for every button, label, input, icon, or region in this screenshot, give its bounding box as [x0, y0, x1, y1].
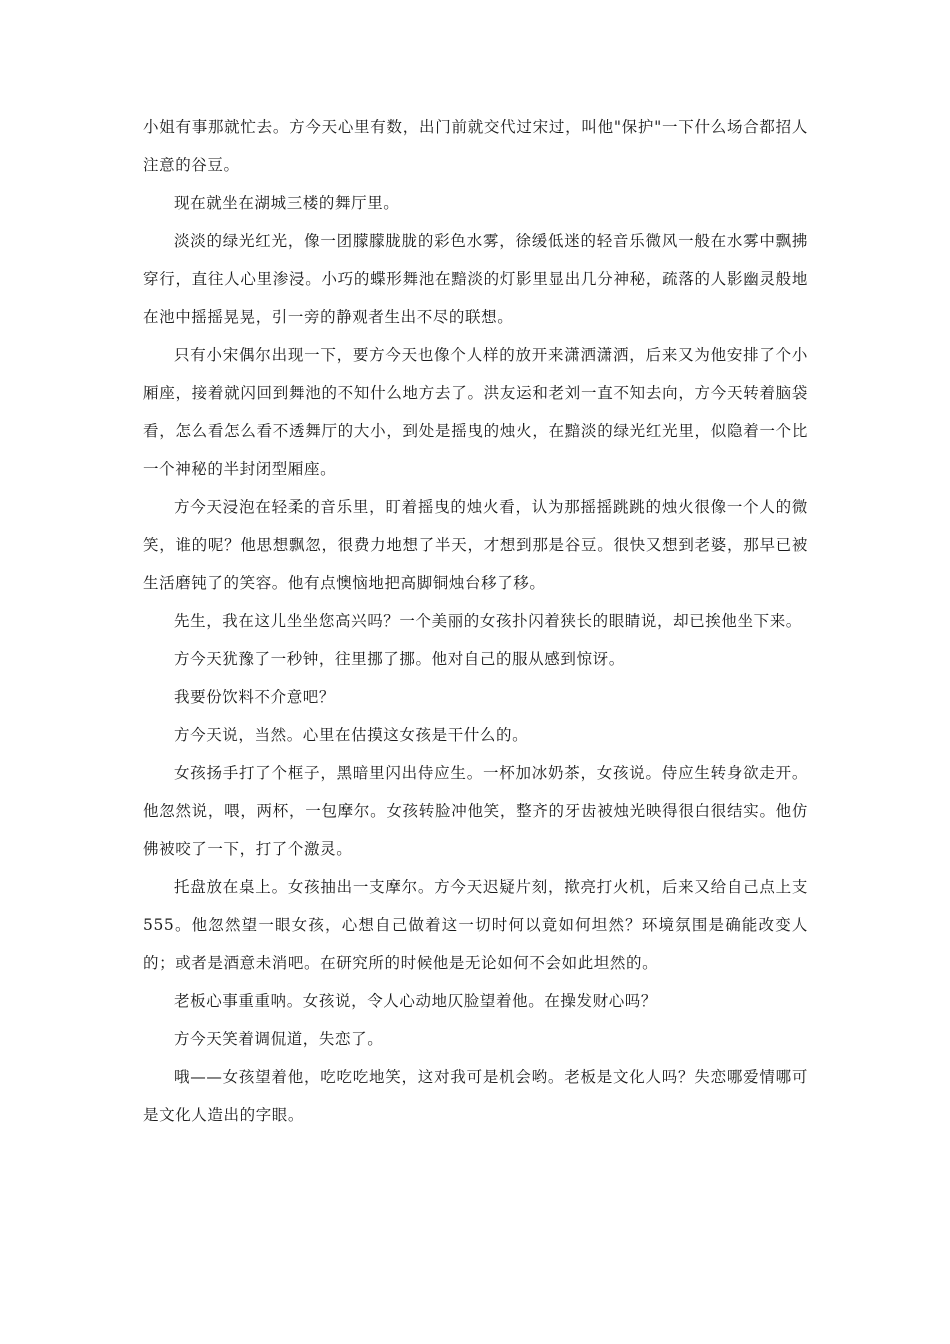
paragraph: 托盘放在桌上。女孩抽出一支摩尔。方今天迟疑片刻，揿亮打火机，后来又给自己点上支555。他忽然望一眼女孩，心想自己做着这一切时何以竟如何坦然？环境氛围是确能改变人的；或者是酒意未消吧。在研究所的时候他是无论如何不会如此坦然的。 — [143, 878, 808, 972]
paragraph: 方今天笑着调侃道，失恋了。 — [174, 1030, 384, 1048]
paragraph: 先生，我在这儿坐坐您高兴吗？一个美丽的女孩扑闪着狭长的眼睛说，却已挨他坐下来。 — [174, 612, 802, 630]
paragraph: 现在就坐在湖城三楼的舞厅里。 — [174, 194, 400, 212]
paragraph: 方今天浸泡在轻柔的音乐里，盯着摇曳的烛火看，认为那摇摇跳跳的烛火很像一个人的微笑，谁的呢？他思想飘忽，很费力地想了半天，才想到那是谷豆。很快又想到老婆，那早已被生活磨钝了的笑容。他有点懊恼地把高脚铜烛台移了移。 — [143, 498, 808, 592]
paragraph: 小姐有事那就忙去。方今天心里有数，出门前就交代过宋过，叫他"保护"一下什么场合都招人注意的谷豆。 — [143, 118, 808, 174]
paragraph: 方今天说，当然。心里在估摸这女孩是干什么的。 — [174, 726, 529, 744]
paragraph: 我要份饮料不介意吧？ — [174, 688, 336, 706]
paragraph: 淡淡的绿光红光，像一团朦朦胧胧的彩色水雾，徐缓低迷的轻音乐微风一般在水雾中飘拂穿行，直往人心里渗浸。小巧的蝶形舞池在黯淡的灯影里显出几分神秘，疏落的人影幽灵般地在池中摇摇晃晃，引一旁的静观者生出不尽的联想。 — [143, 232, 808, 326]
paragraph: 方今天犹豫了一秒钟，往里挪了挪。他对自己的服从感到惊讶。 — [174, 650, 625, 668]
body-text — [143, 108, 808, 1134]
paragraph: 哦——女孩望着他，吃吃吃地笑，这对我可是机会哟。老板是文化人吗？失恋哪爱情哪可是文化人造出的字眼。 — [143, 1068, 808, 1124]
paragraph: 老板心事重重呐。女孩说，令人心动地仄脸望着他。在操发财心吗？ — [174, 992, 658, 1010]
paragraph: 只有小宋偶尔出现一下，要方今天也像个人样的放开来潇洒潇洒，后来又为他安排了个小厢座，接着就闪回到舞池的不知什么地方去了。洪友运和老刘一直不知去向，方今天转着脑袋看，怎么看怎么看不透舞厅的大小，到处是摇曳的烛火，在黯淡的绿光红光里，似隐着一个比一个神秘的半封闭型厢座。 — [143, 346, 808, 478]
paragraph: 女孩扬手打了个框子，黑暗里闪出侍应生。一杯加冰奶茶，女孩说。侍应生转身欲走开。他忽然说，喂，两杯，一包摩尔。女孩转脸冲他笑，整齐的牙齿被烛光映得很白很结实。他仿佛被咬了一下，打了个激灵。 — [143, 764, 808, 858]
